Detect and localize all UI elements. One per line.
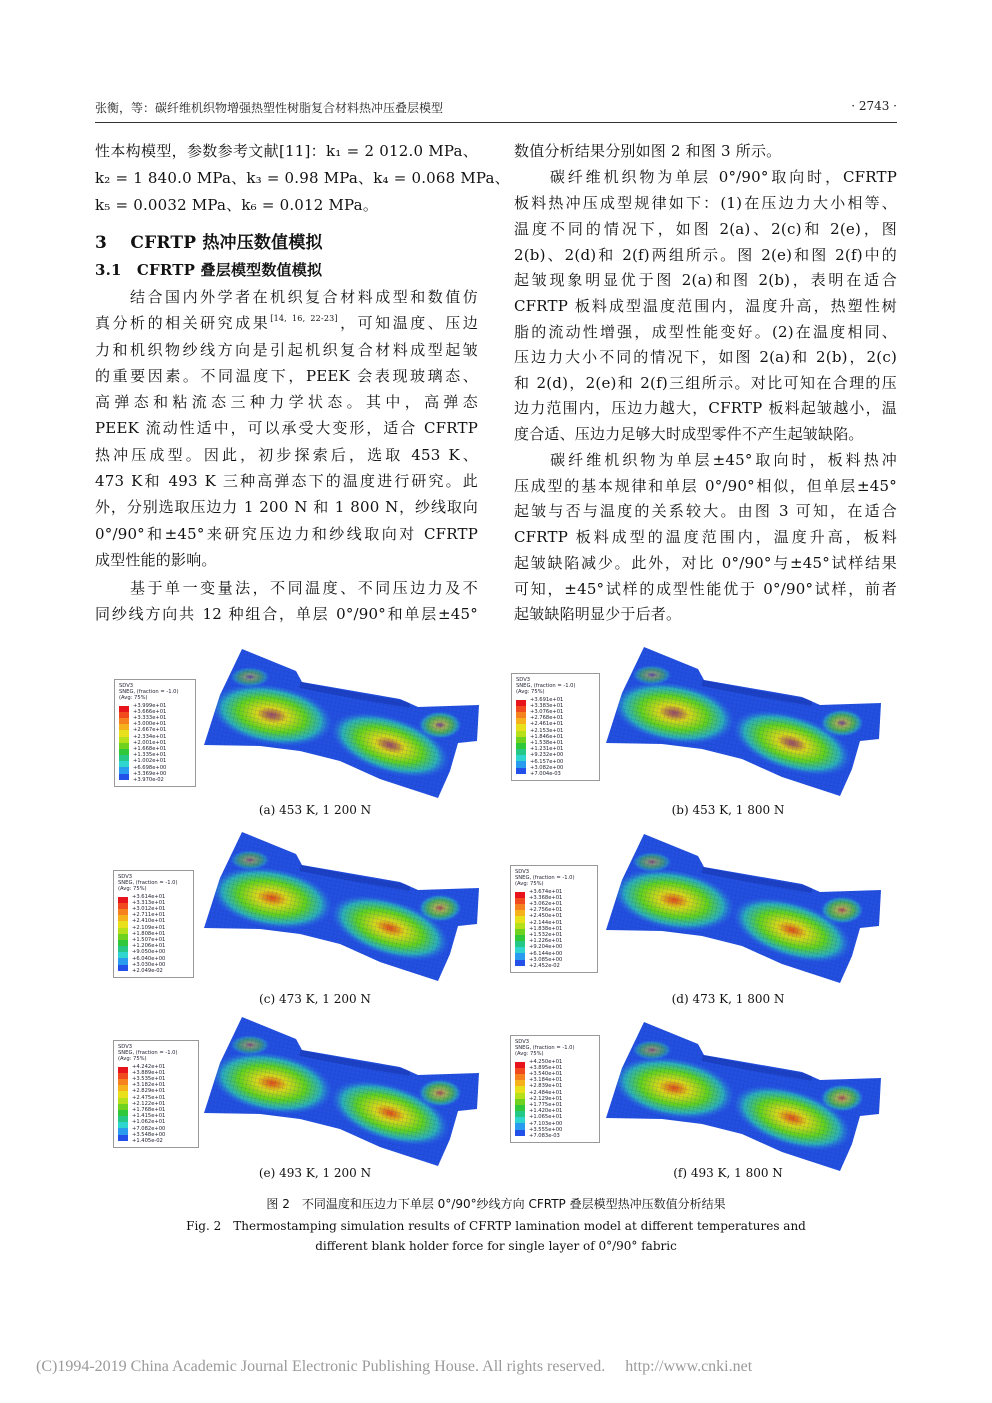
- subfigure-caption: (f) 493 K, 1 800 N: [673, 1166, 783, 1180]
- legend-value: +3.369e+00: [133, 770, 167, 777]
- deformed-laminate-contour-plot: [602, 643, 882, 798]
- legend-title-line: SDV3: [516, 677, 531, 683]
- legend-value: +3.999e+01: [133, 702, 167, 709]
- legend-value: +1.507e+01: [132, 937, 166, 944]
- legend-value: +2.450e+01: [529, 913, 563, 920]
- legend-swatch: [516, 768, 526, 774]
- text-line: 碳纤维机织物为单层±45°取向时，板料热冲: [514, 451, 897, 469]
- legend-title-line: SDV3: [118, 874, 133, 880]
- citation: [14, 16, 22-23]: [270, 314, 338, 323]
- legend-value: +3.313e+01: [132, 899, 166, 906]
- legend-title-line: SNEG, (fraction = -1.0): [118, 880, 178, 887]
- legend-value: +2.153e+01: [530, 727, 564, 734]
- legend-value: +2.001e+01: [133, 739, 167, 746]
- legend-value: +7.082e+00: [132, 1125, 166, 1132]
- legend-title-line: SNEG, (fraction = -1.0): [515, 1045, 575, 1052]
- legend-value: +1.062e+01: [132, 1119, 166, 1126]
- legend-value: +3.548e+00: [132, 1131, 166, 1138]
- deformed-laminate-contour-plot: [200, 828, 480, 983]
- legend-value: +2.756e+01: [529, 907, 563, 914]
- deformed-laminate-contour-plot: [602, 830, 882, 985]
- legend-value: +6.698e+00: [133, 764, 167, 771]
- legend-swatch: [515, 1130, 525, 1136]
- legend-value: +3.383e+01: [530, 702, 564, 709]
- legend-value: +2.129e+01: [529, 1095, 563, 1102]
- legend-value: +9.050e+00: [132, 949, 166, 956]
- text-line: 0°/90°和±45°来研究压边力和纱线取向对 CFRTP: [95, 525, 478, 543]
- figure-caption-en-line1: Fig. 2 Thermostamping simulation results of CFRTP lamination model at different temperatures and: [186, 1219, 806, 1233]
- text-line: 板料热冲压成型规律如下：(1)在压边力大小相等、: [514, 194, 897, 212]
- text-line: k₂ = 1 840.0 MPa、k₃ = 0.98 MPa、k₄ = 0.068 MPa、: [95, 169, 510, 187]
- legend-swatch: [118, 965, 128, 971]
- legend-value: +9.204e+00: [529, 944, 563, 951]
- subsection-heading: 3.1 CFRTP 叠层模型数值模拟: [95, 261, 323, 279]
- legend-value: +1.231e+01: [530, 746, 564, 753]
- legend-value: +3.540e+01: [529, 1071, 563, 1078]
- text-line: 边力范围内，压边力越大，CFRTP 板料起皱越小，温: [514, 399, 897, 417]
- running-title: 张衡，等：碳纤维机织物增强热塑性树脂复合材料热冲压叠层模型: [95, 101, 444, 115]
- legend-value: +2.829e+01: [132, 1088, 166, 1095]
- legend-title-line: (Avg: 75%): [118, 886, 147, 893]
- subfigure-caption: (b) 453 K, 1 800 N: [671, 803, 785, 817]
- legend-value: +1.808e+01: [132, 930, 166, 937]
- text-line: 基于单一变量法，不同温度、不同压边力及不: [95, 579, 478, 597]
- header-rule: [95, 122, 897, 123]
- legend-value: +2.711e+01: [132, 912, 166, 919]
- text-line: 外，分别选取压边力 1 200 N 和 1 800 N，纱线取向: [95, 498, 478, 516]
- deformed-laminate-contour-plot: [200, 1013, 480, 1168]
- contour-legend: [510, 1035, 600, 1143]
- legend-value: +3.082e+00: [530, 764, 564, 771]
- legend-title-line: SDV3: [515, 869, 530, 875]
- text-line: 起皱缺陷减少。此外，对比 0°/90°与±45°试样结果: [514, 554, 897, 572]
- legend-value: +6.040e+00: [132, 955, 166, 962]
- legend-value: +3.085e+00: [529, 956, 563, 963]
- text-line: 起皱与否与温度的关系较大。由图 3 可知，在适合: [514, 502, 897, 520]
- text-line: 脂的流动性增强，成型性能变好。(2)在温度相同、: [514, 323, 897, 341]
- text-line: 结合国内外学者在机织复合材料成型和数值仿: [95, 288, 478, 306]
- legend-title-line: SDV3: [119, 683, 134, 689]
- text-line: CFRTP 板料成型温度范围内，温度升高，热塑性树: [514, 297, 897, 315]
- text-line: 高弹态和粘流态三种力学状态。其中，高弹态: [95, 393, 478, 411]
- legend-value: +1.838e+01: [529, 925, 563, 932]
- legend-value: +1.415e+01: [132, 1113, 166, 1120]
- legend-value: +2.768e+01: [530, 715, 564, 722]
- text-line: 同纱线方向共 12 种组合，单层 0°/90°和单层±45°: [95, 605, 478, 623]
- legend-value: +6.144e+00: [529, 950, 563, 957]
- legend-value: +3.691e+01: [530, 696, 564, 703]
- legend-value: +2.475e+01: [132, 1094, 166, 1101]
- legend-title-line: (Avg: 75%): [119, 695, 148, 702]
- legend-value: +3.555e+00: [529, 1126, 563, 1133]
- legend-color-bar: [515, 1062, 525, 1140]
- text-line: 度合适、压边力足够大时成型零件不产生起皱缺陷。: [514, 425, 864, 443]
- legend-swatch: [119, 774, 129, 780]
- legend-value: +4.242e+01: [132, 1063, 166, 1070]
- legend-value: +9.232e+00: [530, 752, 564, 759]
- legend-value: +3.333e+01: [133, 715, 167, 722]
- legend-value: +2.109e+01: [132, 924, 166, 931]
- text-line: 压边力大小不同的情况下，如图 2(a)和 2(b)，2(c): [514, 348, 897, 366]
- legend-value: +2.049e-02: [132, 968, 163, 975]
- legend-value: +1.538e+01: [530, 740, 564, 747]
- legend-value: +3.184e+01: [529, 1077, 563, 1084]
- legend-title-line: (Avg: 75%): [516, 689, 545, 696]
- legend-value: +1.420e+01: [529, 1108, 563, 1115]
- section-heading: 3 CFRTP 热冲压数值模拟: [95, 233, 323, 253]
- page-number: · 2743 ·: [851, 99, 897, 113]
- legend-value: +2.410e+01: [132, 918, 166, 925]
- contour-legend: [113, 1040, 199, 1148]
- subfigure-caption: (e) 493 K, 1 200 N: [258, 1166, 372, 1180]
- legend-value: +2.667e+01: [133, 727, 167, 734]
- legend-value: +3.000e+01: [133, 721, 167, 728]
- legend-value: +7.004e-03: [530, 771, 561, 778]
- text-line: 压成型的基本规律和单层 0°/90°相似，但单层±45°: [514, 477, 897, 495]
- legend-value: +1.775e+01: [529, 1102, 563, 1109]
- legend-color-bar: [118, 897, 128, 975]
- legend-value: +2.122e+01: [132, 1100, 166, 1107]
- legend-value: +3.368e+01: [529, 894, 563, 901]
- text-line: 473 K和 493 K 三种高弹态下的温度进行研究。此: [95, 472, 478, 490]
- legend-value: +3.674e+01: [529, 888, 563, 895]
- legend-value: +3.012e+01: [132, 906, 166, 913]
- subfigure-caption: (c) 473 K, 1 200 N: [259, 992, 371, 1006]
- legend-value: +2.334e+01: [133, 733, 167, 740]
- legend-value: +1.002e+01: [133, 758, 167, 765]
- legend-value: +2.484e+01: [529, 1089, 563, 1096]
- text-line: 成型性能的影响。: [95, 551, 217, 569]
- text-line: 热冲压成型。因此，初步探索后，选取 453 K、: [95, 446, 478, 464]
- legend-value: +3.062e+01: [529, 901, 563, 908]
- legend-value: +2.839e+01: [529, 1083, 563, 1090]
- legend-color-bar: [515, 892, 525, 970]
- legend-value: +2.461e+01: [530, 721, 564, 728]
- text-line: 温度不同的情况下，如图 2(a)、2(c)和 2(e)，图: [514, 220, 897, 238]
- legend-value: +1.206e+01: [132, 943, 166, 950]
- figure-caption-en-line2: different blank holder force for single layer of 0°/90° fabric: [315, 1239, 677, 1253]
- legend-title-line: SNEG, (fraction = -1.0): [515, 875, 575, 882]
- legend-value: +1.065e+01: [529, 1114, 563, 1121]
- text-line: CFRTP 板料成型的温度范围内，温度升高，板料: [514, 528, 897, 546]
- legend-value: +6.157e+00: [530, 758, 564, 765]
- legend-value: +3.535e+01: [132, 1076, 166, 1083]
- legend-value: +7.083e-03: [529, 1133, 560, 1140]
- legend-value: +3.970e-02: [133, 777, 164, 784]
- text-line: PEEK 流动性适中，可以承受大变形，适合 CFRTP: [95, 419, 478, 437]
- text-line: 真分析的相关研究成果[14, 16, 22-23]，可知温度、压边: [95, 314, 478, 332]
- text-line: 性本构模型，参数参考文献[11]：k₁ = 2 012.0 MPa、: [95, 142, 478, 160]
- legend-value: +3.182e+01: [132, 1082, 166, 1089]
- legend-value: +1.226e+01: [529, 938, 563, 945]
- legend-title-line: SNEG, (fraction = -1.0): [118, 1050, 178, 1057]
- text-line: 起皱缺陷明显少于后者。: [514, 605, 682, 623]
- subfigure-caption: (a) 453 K, 1 200 N: [258, 803, 372, 817]
- legend-value: +1.335e+01: [133, 752, 167, 759]
- copyright-footer: (C)1994-2019 China Academic Journal Electronic Publishing House. All rights reserved. http://www.cnki.net: [36, 1358, 753, 1375]
- text-line: 数值分析结果分别如图 2 和图 3 所示。: [514, 142, 782, 160]
- legend-color-bar: [119, 706, 129, 784]
- legend-color-bar: [118, 1067, 128, 1145]
- text-line: 的重要因素。不同温度下，PEEK 会表现玻璃态、: [95, 367, 478, 385]
- legend-value: +4.250e+01: [529, 1058, 563, 1065]
- deformed-laminate-contour-plot: [200, 645, 480, 800]
- legend-value: +3.895e+01: [529, 1064, 563, 1071]
- legend-title-line: SNEG, (fraction = -1.0): [516, 683, 576, 690]
- contour-legend: [114, 679, 196, 787]
- figure-caption-cn: 图 2 不同温度和压边力下单层 0°/90°纱线方向 CFRTP 叠层模型热冲压数值分析结果: [266, 1197, 726, 1211]
- legend-title-line: SDV3: [515, 1039, 530, 1045]
- text-line: 和 2(d)，2(e)和 2(f)三组所示。对比可知在合理的压: [514, 374, 897, 392]
- text-line: k₅ = 0.0032 MPa、k₆ = 0.012 MPa。: [95, 196, 379, 214]
- legend-value: +2.144e+01: [529, 919, 563, 926]
- text-line: 起皱现象明显优于图 2(a)和图 2(b)，表明在适合: [514, 271, 897, 289]
- legend-value: +1.768e+01: [132, 1107, 166, 1114]
- subfigure-caption: (d) 473 K, 1 800 N: [671, 992, 785, 1006]
- deformed-laminate-contour-plot: [602, 1018, 882, 1173]
- legend-swatch: [118, 1135, 128, 1141]
- legend-value: +1.532e+01: [529, 932, 563, 939]
- legend-title-line: (Avg: 75%): [515, 881, 544, 888]
- text-line: 碳纤维机织物为单层 0°/90°取向时，CFRTP: [514, 168, 897, 186]
- legend-swatch: [515, 960, 525, 966]
- text-line: 可知，±45°试样的成型性能优于 0°/90°试样，前者: [514, 580, 897, 598]
- legend-value: +2.452e-02: [529, 963, 560, 970]
- legend-value: +1.405e-02: [132, 1138, 163, 1145]
- legend-title-line: (Avg: 75%): [515, 1051, 544, 1058]
- legend-title-line: (Avg: 75%): [118, 1056, 147, 1063]
- legend-value: +3.666e+01: [133, 708, 167, 715]
- legend-color-bar: [516, 700, 526, 778]
- legend-value: +3.889e+01: [132, 1069, 166, 1076]
- contour-legend: [113, 870, 194, 978]
- text-line: 2(b)、2(d)和 2(f)两组所示。图 2(e)和图 2(f)中的: [514, 246, 897, 264]
- legend-title-line: SDV3: [118, 1044, 133, 1050]
- legend-value: +3.030e+00: [132, 961, 166, 968]
- legend-value: +3.614e+01: [132, 893, 166, 900]
- legend-title-line: SNEG, (fraction = -1.0): [119, 689, 179, 696]
- text-line: 力和机织物纱线方向是引起机织复合材料成型起皱: [95, 341, 478, 359]
- legend-value: +3.076e+01: [530, 709, 564, 716]
- legend-value: +7.103e+00: [529, 1120, 563, 1127]
- legend-value: +1.668e+01: [133, 746, 167, 753]
- contour-legend: [510, 865, 598, 973]
- legend-value: +1.846e+01: [530, 733, 564, 740]
- contour-legend: [511, 673, 600, 781]
